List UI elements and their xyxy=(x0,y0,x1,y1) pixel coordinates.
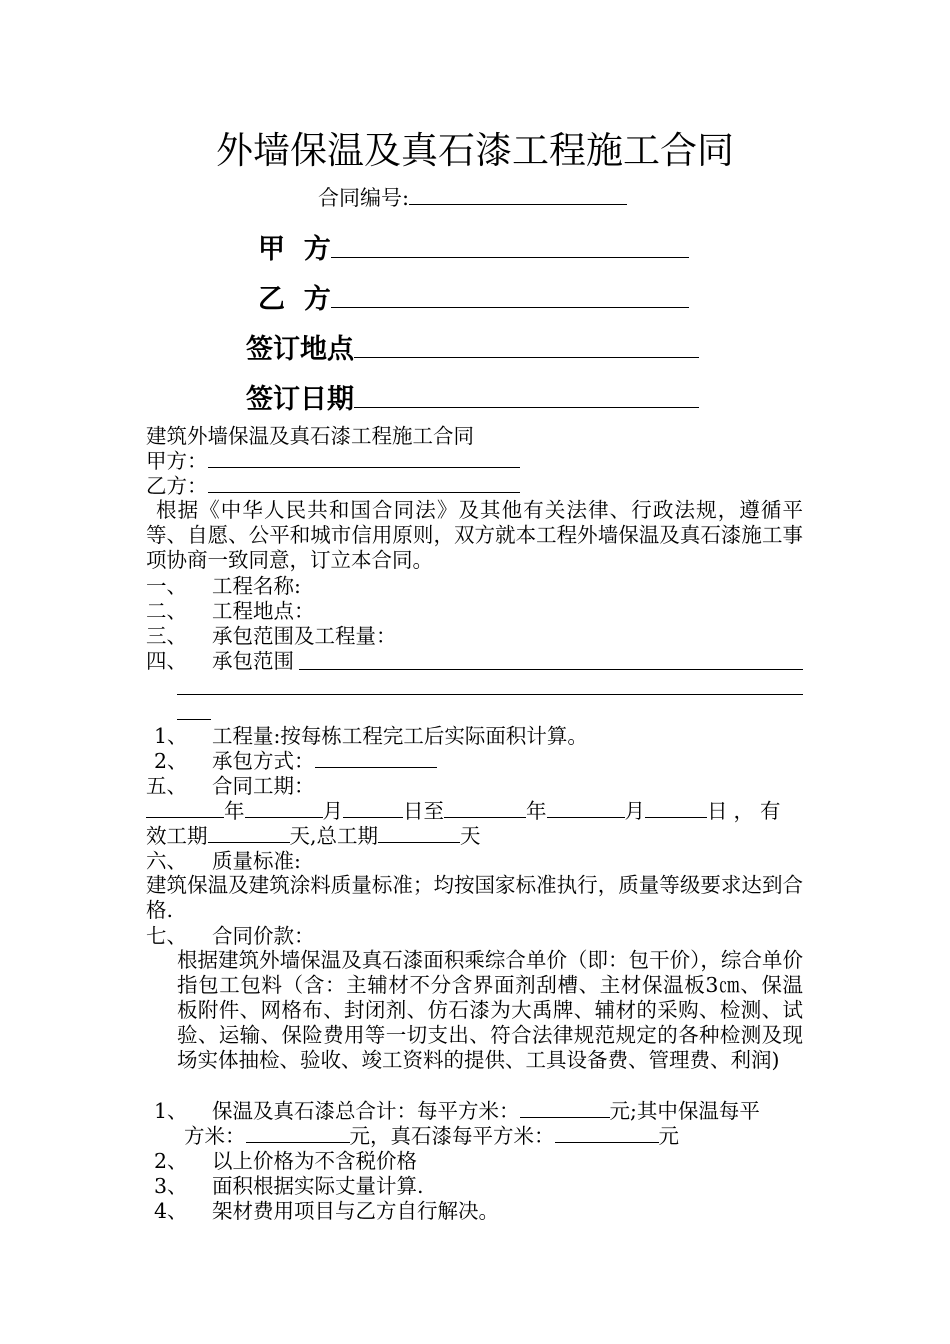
quality-text: 建筑保温及建筑涂料质量标准；均按国家标准执行，质量等级要求达到合格. xyxy=(146,873,803,922)
sign-date-blank xyxy=(354,406,699,408)
period-total: 效工期 天,总工期 天 xyxy=(146,824,481,848)
blank xyxy=(444,816,526,818)
price-item-3: 3、 面积根据实际丈量计算. xyxy=(154,1174,424,1198)
blank xyxy=(146,816,224,818)
blank xyxy=(555,1141,659,1143)
blank xyxy=(208,841,290,843)
party-b-line-blank xyxy=(208,491,520,493)
blank xyxy=(547,816,625,818)
party-b-blank xyxy=(331,306,689,308)
section-3: 三、 承包范围及工程量： xyxy=(146,624,397,648)
section-5: 五、 合同工期： xyxy=(146,774,315,798)
section-7: 七、 合同价款： xyxy=(146,924,315,948)
scope-blank-3 xyxy=(177,719,211,720)
blank xyxy=(245,816,323,818)
party-a-line: 甲方： xyxy=(146,451,520,472)
blank xyxy=(343,816,403,818)
party-a-blank xyxy=(331,256,689,258)
page-title: 外墙保温及真石漆工程施工合同 xyxy=(216,129,734,172)
item-2: 2、 承包方式： xyxy=(154,751,437,772)
blank xyxy=(645,816,707,818)
party-b-heading: 乙 方 xyxy=(258,286,689,313)
blank xyxy=(378,841,460,843)
item-1: 1、 工程量:按每栋工程完工后实际面积计算。 xyxy=(154,724,588,748)
price-item-1: 1、 保温及真石漆总合计：每平方米： 元;其中保温每平 xyxy=(154,1099,760,1123)
item-2-blank xyxy=(315,766,437,768)
price-item-1-cont: 方米： 元，真石漆每平方米： 元 xyxy=(184,1124,679,1148)
price-item-4: 4、 架材费用项目与乙方自行解决。 xyxy=(154,1199,499,1223)
scope-blank-2 xyxy=(177,694,803,695)
blank xyxy=(520,1116,610,1118)
party-a-line-blank xyxy=(208,466,520,468)
contract-number-label: 合同编号: xyxy=(318,188,627,209)
section-6: 六、 质量标准: xyxy=(146,849,301,873)
party-a-heading: 甲 方 xyxy=(258,236,689,263)
price-item-2: 2、 以上价格为不含税价格 xyxy=(154,1149,417,1173)
blank xyxy=(246,1141,350,1143)
section-2: 二、 工程地点： xyxy=(146,599,315,623)
sign-date-heading: 签订日期 xyxy=(246,386,699,413)
section-4: 四、 承包范围 xyxy=(146,649,294,673)
scope-blank-1 xyxy=(299,669,803,670)
preamble: 根据《中华人民共和国合同法》及其他有关法律、行政法规，遵循平等、自愿、公平和城市信用原则，双方就本工程外墙保温及真石漆施工事项协商一致同意，订立本合同。 xyxy=(146,498,803,572)
price-text: 根据建筑外墙保温及真石漆面积乘综合单价（即：包干价），综合单价指包工包料（含：主辅材不分含界面剂刮槽、主材保温板3㎝、保温板附件、网格布、封闭剂、仿石漆为大禹牌、辅材的采购、检测、试验、运输、保险费用等一切支出、符合法律规范规定的各种检测及现场实体抽检、验收、竣工资料的提供、工具设备费、管理费、利润) xyxy=(177,948,803,1072)
subtitle: 建筑外墙保温及真石漆工程施工合同 xyxy=(146,424,474,448)
period-dates: 年 月 日至 年 月 日，有 xyxy=(146,801,787,822)
contract-number-blank xyxy=(409,203,627,205)
sign-place-blank xyxy=(354,356,699,358)
section-1: 一、 工程名称: xyxy=(146,574,301,598)
party-b-line: 乙方： xyxy=(146,476,520,497)
sign-place-heading: 签订地点 xyxy=(246,336,699,363)
